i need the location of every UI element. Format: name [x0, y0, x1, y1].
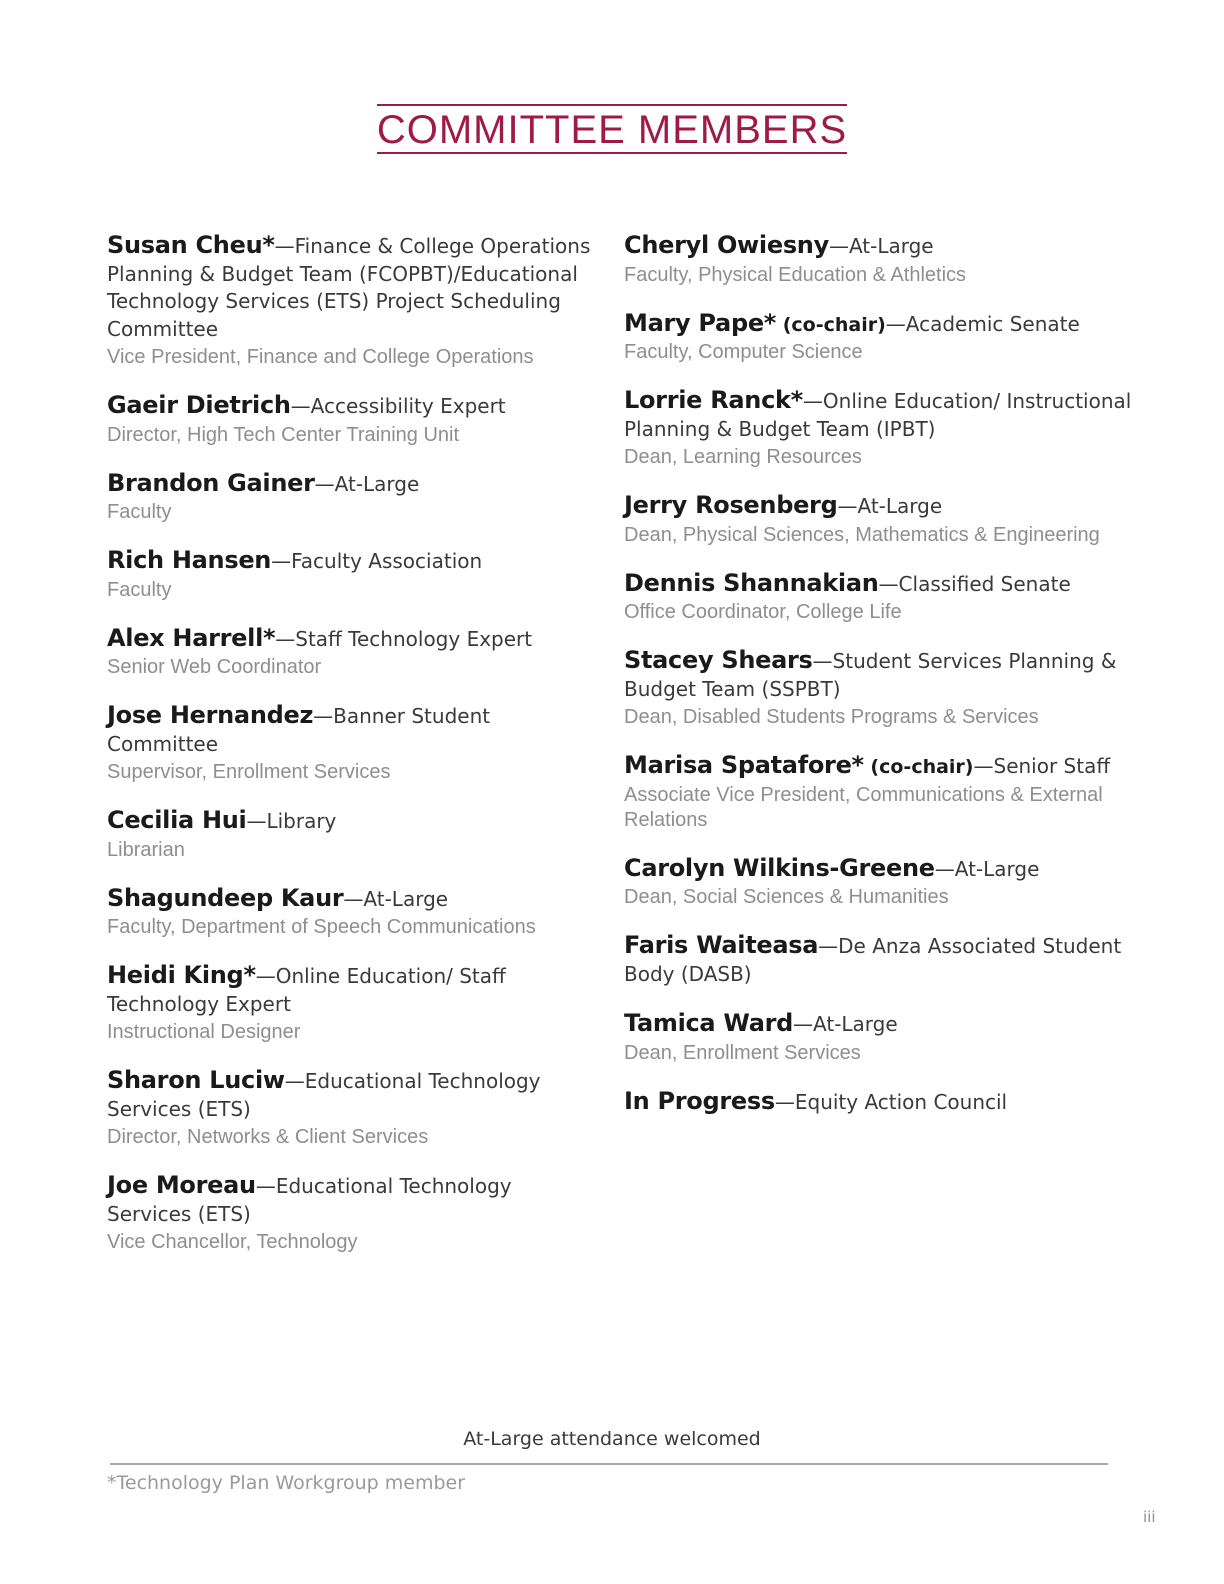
page-number: iii — [1143, 1508, 1156, 1526]
left-column — [107, 232, 597, 1277]
member-name: Jerry Rosenberg — [624, 491, 838, 519]
member-role: —Academic Senate — [885, 311, 1080, 336]
member-entry — [107, 807, 597, 863]
member-name: Carolyn Wilkins-Greene — [624, 853, 935, 882]
member-role: —Educational Technology Services (ETS) — [107, 1174, 512, 1226]
member-entry — [107, 1067, 597, 1150]
member-name: Faris Waiteasa — [624, 931, 819, 959]
member-position: Faculty — [107, 501, 172, 523]
member-position: Dean, Learning Resources — [624, 446, 862, 468]
member-name: Cheryl Owiesny — [624, 231, 829, 259]
member-role: —Library — [246, 809, 337, 833]
member-name: Stacey Shears — [624, 646, 813, 674]
member-position: Instructional Designer — [107, 1021, 301, 1043]
member-role: —Educational Technology Services (ETS) — [107, 1069, 541, 1121]
member-entry — [624, 310, 1144, 366]
member-name: Gaeir Dietrich — [107, 391, 291, 419]
member-position: Office Coordinator, College Life — [624, 601, 902, 623]
member-role: —Online Education/ Instructional Planning & Budget Team (IPBT) — [624, 389, 1132, 441]
member-entry — [624, 1010, 1144, 1066]
member-name: Alex Harrell* — [107, 623, 276, 652]
member-position: Dean, Physical Sciences, Mathematics & Engineering — [624, 523, 1100, 546]
member-entry — [624, 647, 1144, 730]
member-position: Faculty, Department of Speech Communications — [107, 916, 536, 938]
member-position: Director, Networks & Client Services — [107, 1126, 429, 1148]
member-entry — [624, 1088, 1144, 1117]
member-role: —Senior Staff — [973, 754, 1111, 778]
member-role: —At-Large — [793, 1012, 898, 1036]
member-role: —Accessibility Expert — [290, 394, 506, 418]
member-entry — [107, 232, 597, 370]
page-title: COMMITTEE MEMBERS — [377, 104, 847, 154]
member-position: Librarian — [107, 838, 185, 861]
member-entry — [624, 752, 1144, 833]
member-entry — [107, 1172, 597, 1255]
member-name: Lorrie Ranck* — [624, 386, 803, 414]
member-position: Associate Vice President, Communications & External Relations — [624, 783, 1103, 831]
title-container — [0, 104, 1224, 154]
member-name: Susan Cheu* — [107, 231, 275, 259]
right-column — [624, 232, 1144, 1138]
member-entry — [107, 962, 597, 1045]
member-name: Tamica Ward — [624, 1009, 794, 1037]
member-position: Vice Chancellor, Technology — [107, 1231, 358, 1253]
member-entry — [624, 232, 1144, 288]
cochair-label: (co-chair) — [776, 313, 886, 336]
member-entry — [624, 492, 1144, 548]
workgroup-footnote: *Technology Plan Workgroup member — [107, 1472, 466, 1494]
member-name: Joe Moreau — [107, 1171, 256, 1199]
member-position: Dean, Disabled Students Programs & Services — [624, 706, 1039, 728]
member-name: Shagundeep Kaur — [107, 883, 344, 912]
member-entry — [624, 570, 1144, 626]
member-entry — [107, 625, 597, 681]
member-position: Faculty, Computer Science — [624, 341, 863, 363]
member-entry — [107, 702, 597, 785]
member-entry — [624, 932, 1144, 988]
member-role: —At-Large — [828, 234, 934, 258]
member-role: —Student Services Planning & Budget Team (SSPBT) — [624, 649, 1117, 701]
member-position: Faculty — [107, 578, 172, 601]
member-role: —Banner Student Committee — [107, 704, 491, 756]
member-position: Vice President, Finance and College Operations — [107, 346, 534, 368]
member-position: Senior Web Coordinator — [107, 656, 322, 678]
member-role: —Faculty Association — [271, 549, 483, 573]
member-name: Brandon Gainer — [107, 468, 315, 497]
member-role: —Finance & College Operations Planning & Budget Team (FCOPBT)/Educational Technology Services (ETS) Project Scheduling Committee — [107, 234, 591, 341]
member-role: —Equity Action Council — [774, 1089, 1008, 1114]
member-role: —At-Large — [837, 494, 943, 518]
member-entry — [624, 387, 1144, 470]
member-role: —Staff Technology Expert — [275, 626, 533, 651]
member-position: Supervisor, Enrollment Services — [107, 761, 391, 783]
member-name: Rich Hansen — [107, 546, 272, 574]
member-position: Faculty, Physical Education & Athletics — [624, 263, 967, 286]
member-name: Sharon Luciw — [107, 1066, 285, 1094]
member-entry — [107, 392, 597, 448]
member-role: —Classified Senate — [878, 571, 1071, 596]
member-entry — [624, 855, 1144, 911]
member-name: Cecilia Hui — [107, 806, 247, 834]
member-entry — [107, 885, 597, 941]
member-name: Heidi King* — [107, 961, 256, 989]
member-position: Dean, Social Sciences & Humanities — [624, 886, 949, 908]
member-role: —Online Education/ Staff Technology Expert — [107, 964, 506, 1016]
member-name: Jose Hernandez — [107, 701, 314, 729]
member-position: Dean, Enrollment Services — [624, 1041, 861, 1064]
member-name: In Progress — [624, 1086, 775, 1115]
cochair-label: (co-chair) — [863, 756, 974, 778]
member-entry — [107, 470, 597, 526]
member-role: —At-Large — [934, 856, 1040, 881]
member-name: Marisa Spatafore* — [624, 751, 864, 779]
member-entry — [107, 547, 597, 603]
member-role: —At-Large — [314, 471, 420, 496]
member-position: Director, High Tech Center Training Unit — [107, 423, 460, 446]
member-role: —At-Large — [343, 886, 449, 911]
member-role: —De Anza Associated Student Body (DASB) — [624, 934, 1122, 986]
attendance-note: At-Large attendance welcomed — [463, 1428, 761, 1450]
member-name: Dennis Shannakian — [624, 568, 879, 597]
footer-divider — [110, 1463, 1108, 1465]
member-name: Mary Pape* — [624, 308, 777, 337]
